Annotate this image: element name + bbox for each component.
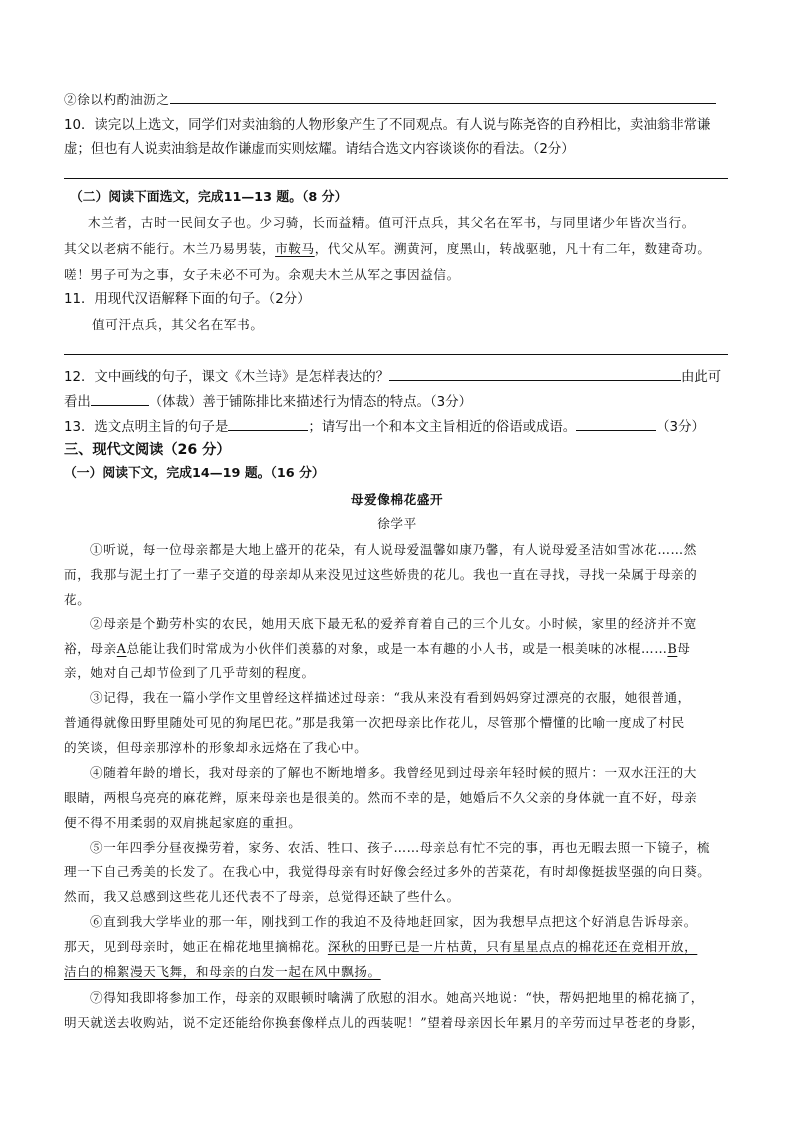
para2-line2-c: 母 (677, 641, 691, 656)
q13-prompt: 13．选文点明主旨的句子是 (64, 420, 229, 435)
q12-prompt: 12．文中画线的句子，课文《木兰诗》是怎样表达的？ (64, 370, 390, 385)
para5-line3: 然而，我又总感到这些花儿还代表不了母亲，总觉得还缺了些什么。 (64, 889, 460, 904)
para5-line2: 理一下自己秀美的长发了。在我心中，我觉得母亲有时好像会经过多外的苦菜花，有时却像挺拔坚强的向日葵。 (64, 864, 711, 879)
q13-suffix: （3分） (656, 420, 705, 435)
para2-line3: 亲，她对自己却节俭到了几乎苛刻的程度。 (64, 665, 315, 680)
article-author: 徐学平 (377, 516, 417, 531)
q10-line2: 虚；但也有人说卖油翁是故作谦虚而实则炫耀。请结合选文内容谈谈你的看法。（2分） (64, 142, 575, 157)
para4-line3: 便不得不用柔弱的双肩挑起家庭的重担。 (64, 815, 302, 830)
para3-line2: 普通得就像田野里随处可见的狗尾巴花。”那是我第一次把母亲比作花儿，尽管那个懵懂的比喻一度成了村民 (64, 715, 685, 730)
q10-line1: 10．读完以上选文，同学们对卖油翁的人物形象产生了不同观点。有人说与陈尧咨的自矜相比，卖油翁非常谦 (64, 118, 711, 133)
para7-line1: ⑦得知我即将参加工作，母亲的双眼顿时噙满了欣慰的泪水。她高兴地说：“快，帮妈把地里的棉花摘了， (90, 990, 704, 1005)
para4-line1: ④随着年龄的增长，我对母亲的了解也不断地增多。我曾经见到过母亲年轻时候的照片：一双水汪汪的大 (90, 765, 697, 780)
q12-suffix: 由此可 (681, 370, 722, 385)
part2-passage-line1: 木兰者，古时一民间女子也。少习骑，长而益精。值可汗点兵，其父名在军书，与同里诸少年皆次当行。 (88, 215, 695, 230)
q11-answer-line[interactable] (64, 354, 728, 355)
marker-b: B (667, 641, 678, 656)
marker-a: A (116, 641, 127, 656)
q12-line2-suffix: （体裁）善于铺陈排比来描述行为情态的特点。（3分） (148, 395, 472, 410)
q9-item2-text: ②徐以杓酌油沥之 (64, 92, 170, 107)
para6-underlined-sentence-cont: 洁白的棉絮漫天飞舞，和母亲的白发一起在风中飘扬。 (64, 964, 381, 979)
para7-line2: 明天就送去收购站，说不定还能给你换套像样点儿的西装呢！”望着母亲因长年累月的辛劳而过早苍老的身影， (64, 1015, 705, 1030)
q13-theme-blank[interactable] (228, 415, 308, 431)
q12-line2-prefix: 看出 (64, 395, 91, 410)
para3-line3: 的笑谈，但母亲那淳朴的形象却永远烙在了我心中。 (64, 740, 368, 755)
para2-line1: ②母亲是个勤劳朴实的农民，她用天底下最无私的爱养育着自己的三个儿女。小时候，家里的经济并不宽 (90, 616, 697, 631)
q9-item2-line (64, 88, 716, 111)
part2-underlined-phrase: 市鞍马 (275, 241, 315, 256)
q11-prompt: 11．用现代汉语解释下面的句子。（2分） (64, 292, 311, 307)
q9-item2-answer-blank[interactable] (170, 88, 716, 104)
para3-line1: ③记得，我在一篇小学作文里曾经这样描述过母亲：“我从来没有看到妈妈穿过漂亮的衣服，她很普通， (90, 690, 691, 705)
part2-passage-line2-a: 其父以老病不能行。木兰乃易男装， (64, 241, 276, 256)
q12-genre-blank[interactable] (91, 390, 149, 406)
q13-idiom-blank[interactable] (576, 415, 656, 431)
para2-line2 (64, 639, 691, 659)
para1-line1: ①听说，每一位母亲都是大地上盛开的花朵，有人说母爱温馨如康乃馨，有人说母爱圣洁如雪冰花……然 (90, 542, 697, 557)
q12-line1 (64, 365, 721, 388)
para2-line2-a: 裕，母亲 (64, 641, 117, 656)
part3-heading: 三、现代文阅读（26 分） (64, 442, 231, 458)
para6-line2 (64, 937, 697, 957)
q13-line (64, 415, 705, 438)
q13-middle: ；请写出一个和本文主旨相近的俗语或成语。 (308, 420, 577, 435)
para5-line1: ⑤一年四季分昼夜操劳着，家务、农活、牲口、孩子……母亲总有忙不完的事，再也无暇去照一下镜子，梳 (90, 840, 711, 855)
q11-sentence: 值可汗点兵，其父名在军书。 (92, 317, 264, 332)
para2-line2-b: 总能让我们时常成为小伙伴们羡慕的对象，或是一本有趣的小人书，或是一根美味的冰棍…… (126, 641, 668, 656)
part3-sub-heading: （一）阅读下文，完成14—19 题。（16 分） (64, 466, 325, 481)
para6-underlined-sentence: 深秋的田野已是一片枯黄，只有星星点点的棉花还在竞相开放， (327, 939, 698, 954)
para6-line3 (64, 962, 381, 982)
para6-line2-a: 那天，见到母亲时，她正在棉花地里摘棉花。 (64, 939, 328, 954)
para1-line2: 而，我那与泥土打了一辈子交道的母亲却从来没见过这些娇贵的花儿。我也一直在寻找，寻找一朵属于母亲的 (64, 567, 698, 582)
para4-line2: 眼睛，两根乌亮亮的麻花辫，原来母亲也是很美的。然而不幸的是，她婚后不久父亲的身体就一直不好，母亲 (64, 790, 698, 805)
part2-passage-line2-b: ，代父从军。溯黄河，度黑山，转战驱驰，凡十有二年，数建奇功。 (314, 241, 711, 256)
q12-answer-blank[interactable] (389, 365, 681, 381)
part2-passage-line2 (64, 239, 711, 259)
q12-line2 (64, 390, 472, 413)
part2-passage-line3: 嗟！男子可为之事，女子未必不可为。余观夫木兰从军之事因益信。 (64, 267, 460, 282)
article-title: 母爱像棉花盛开 (350, 492, 444, 507)
part2-heading: （二）阅读下面选文，完成11—13 题。（8 分） (70, 190, 348, 205)
para6-line1: ⑥直到我大学毕业的那一年，刚找到工作的我迫不及待地赶回家，因为我想早点把这个好消息告诉母亲。 (90, 914, 697, 929)
para1-line3: 花。 (64, 592, 91, 607)
q10-answer-line[interactable] (64, 178, 728, 179)
